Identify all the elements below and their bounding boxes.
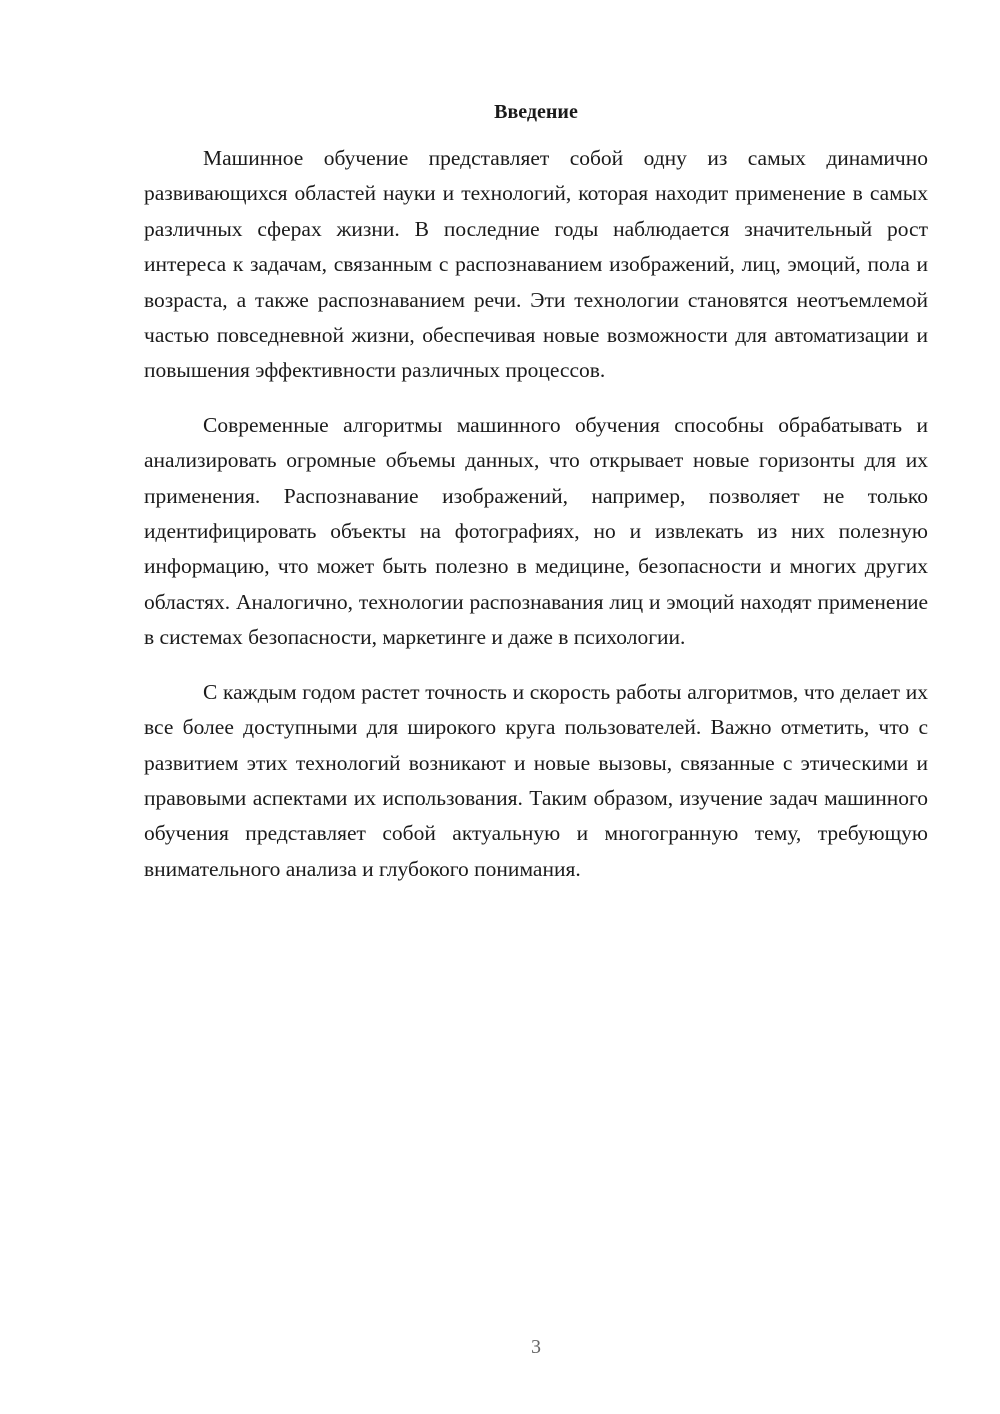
section-heading: Введение: [494, 101, 578, 123]
paragraph-1: Машинное обучение представляет собой одну из самых динамично развивающихся областей науки и технологий, которая находит применение в самых различных сферах жизни. В последние годы наблюдается значительный рост интереса к задачам, связанным с распознаванием изображений, лиц, эмоций, пола и возраста, а также распознаванием речи. Эти технологии становятся неотъемлемой частью повседневной жизни, обеспечивая новые возможности для автоматизации и повышения эффективности различных процессов.: [144, 146, 928, 383]
paragraph-3: С каждым годом растет точность и скорость работы алгоритмов, что делает их все более доступными для широкого круга пользователей. Важно отметить, что с развитием этих технологий возникают и новые вызовы, связанные с этическими и правовыми аспектами их использования. Таким образом, изучение задач машинного обучения представляет собой актуальную и многогранную тему, требующую внимательного анализа и глубокого понимания.: [144, 679, 928, 881]
paragraph-2: Современные алгоритмы машинного обучения способны обрабатывать и анализировать огромные объемы данных, что открывает новые горизонты для их применения. Распознавание изображений, например, позволяет не только идентифицировать объекты на фотографиях, но и извлекать из них полезную информацию, что может быть полезно в медицине, безопасности и многих других областях. Аналогично, технологии распознавания лиц и эмоций находят применение в системах безопасности, маркетинге и даже в психологии.: [144, 412, 928, 650]
page-number: 3: [531, 1336, 541, 1358]
body-text: [144, 141, 928, 887]
